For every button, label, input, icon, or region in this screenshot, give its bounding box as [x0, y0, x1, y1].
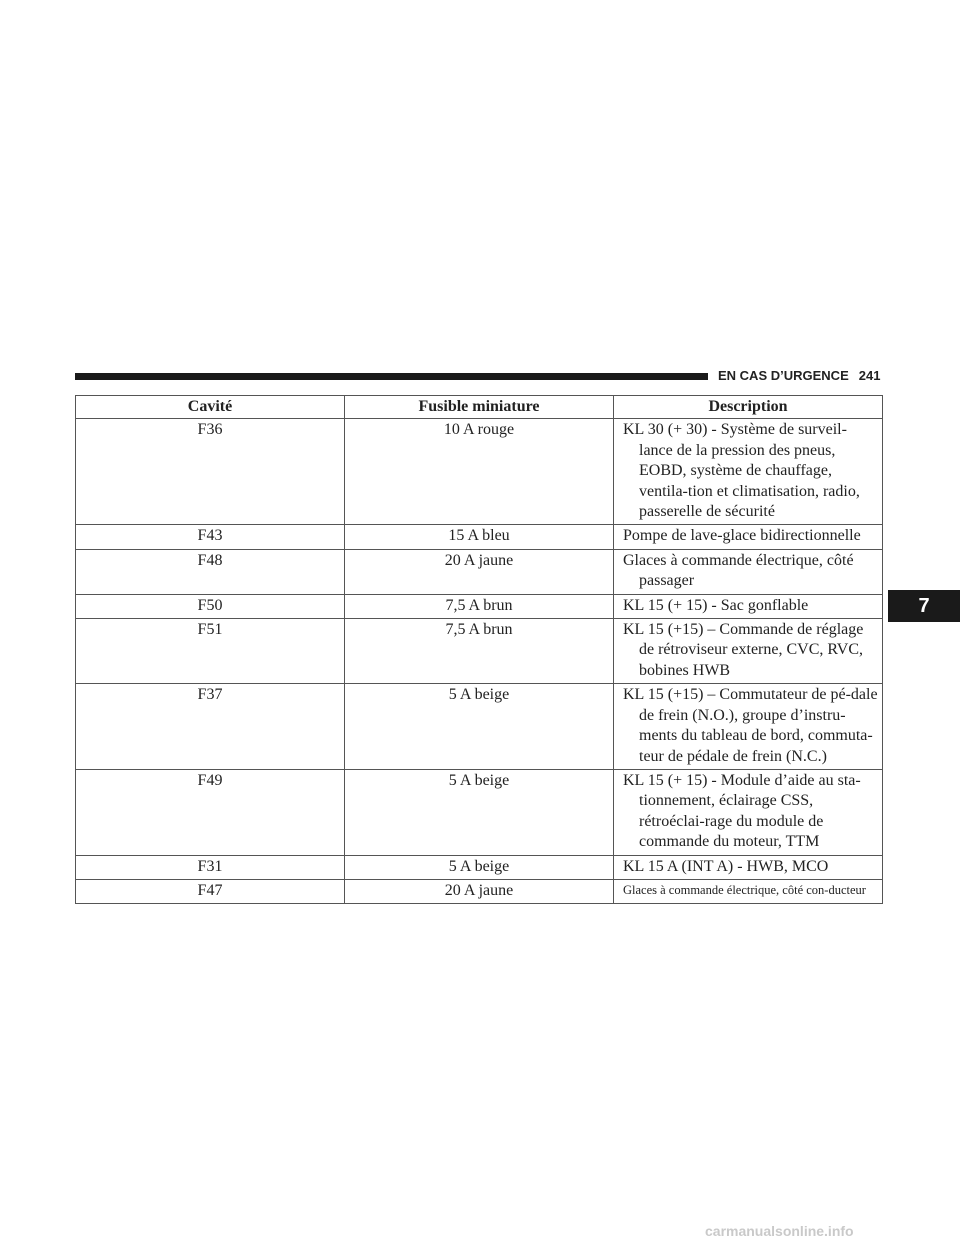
description-cell: [614, 525, 883, 549]
description-text: KL 15 A (INT A) - HWB, MCO: [623, 857, 829, 875]
fuse-cell: 20 A jaune: [345, 879, 614, 903]
cavity-cell: F51: [76, 619, 345, 684]
fuse-table: [75, 395, 883, 904]
table-row: [76, 855, 883, 879]
column-header-description: Description: [614, 396, 883, 419]
cavity-cell: F48: [76, 549, 345, 594]
table-row: [76, 879, 883, 903]
description-cell: [614, 549, 883, 594]
description-text: Glaces à commande électrique, côté passager: [623, 551, 854, 590]
table-row: [76, 594, 883, 618]
fuse-cell: 15 A bleu: [345, 525, 614, 549]
header-rule: [75, 373, 708, 380]
section-title: EN CAS D’URGENCE: [718, 368, 849, 383]
column-header-fuse: Fusible miniature: [345, 396, 614, 419]
description-cell: [614, 684, 883, 770]
table-row: [76, 684, 883, 770]
description-cell: [614, 619, 883, 684]
fuse-cell: 5 A beige: [345, 855, 614, 879]
description-cell: [614, 419, 883, 525]
description-cell: [614, 855, 883, 879]
table-row: [76, 769, 883, 855]
fuse-cell: 7,5 A brun: [345, 619, 614, 684]
description-cell: [614, 594, 883, 618]
running-header: [718, 366, 888, 386]
chapter-tab: 7: [888, 590, 960, 622]
cavity-cell: F37: [76, 684, 345, 770]
cavity-cell: F31: [76, 855, 345, 879]
description-text: KL 15 (+15) – Commutateur de pé-dale de frein (N.O.), groupe d’instru-ments du tableau de bord, commuta-teur de pédale de frein (N.C.): [623, 686, 878, 765]
fuse-cell: 10 A rouge: [345, 419, 614, 525]
description-text: KL 30 (+ 30) - Système de surveil-lance de la pression des pneus, EOBD, système de chauffage, ventila-tion et climatisation, radio, passerelle de sécurité: [623, 421, 860, 521]
table-row: [76, 525, 883, 549]
cavity-cell: F49: [76, 769, 345, 855]
cavity-cell: F47: [76, 879, 345, 903]
description-text: Glaces à commande électrique, côté con-ducteur: [623, 882, 866, 897]
table-row: [76, 549, 883, 594]
description-text: KL 15 (+15) – Commande de réglage de rétroviseur externe, CVC, RVC, bobines HWB: [623, 621, 864, 679]
description-text: KL 15 (+ 15) - Sac gonflable: [623, 596, 809, 614]
table-header-row: [76, 396, 883, 419]
column-header-cavity: Cavité: [76, 396, 345, 419]
cavity-cell: F50: [76, 594, 345, 618]
table-row: [76, 419, 883, 525]
table-row: [76, 619, 883, 684]
description-text: Pompe de lave-glace bidirectionnelle: [623, 527, 861, 545]
cavity-cell: F43: [76, 525, 345, 549]
fuse-cell: 5 A beige: [345, 684, 614, 770]
description-text: KL 15 (+ 15) - Module d’aide au sta-tionnement, éclairage CSS, rétroéclai-rage du module de commande du moteur, TTM: [623, 771, 861, 851]
fuse-cell: 7,5 A brun: [345, 594, 614, 618]
fuse-cell: 5 A beige: [345, 769, 614, 855]
description-cell: [614, 769, 883, 855]
description-cell: [614, 879, 883, 903]
page-number: 241: [858, 368, 881, 383]
fuse-cell: 20 A jaune: [345, 549, 614, 594]
cavity-cell: F36: [76, 419, 345, 525]
watermark-text: carmanualsonline.info: [705, 1223, 854, 1239]
